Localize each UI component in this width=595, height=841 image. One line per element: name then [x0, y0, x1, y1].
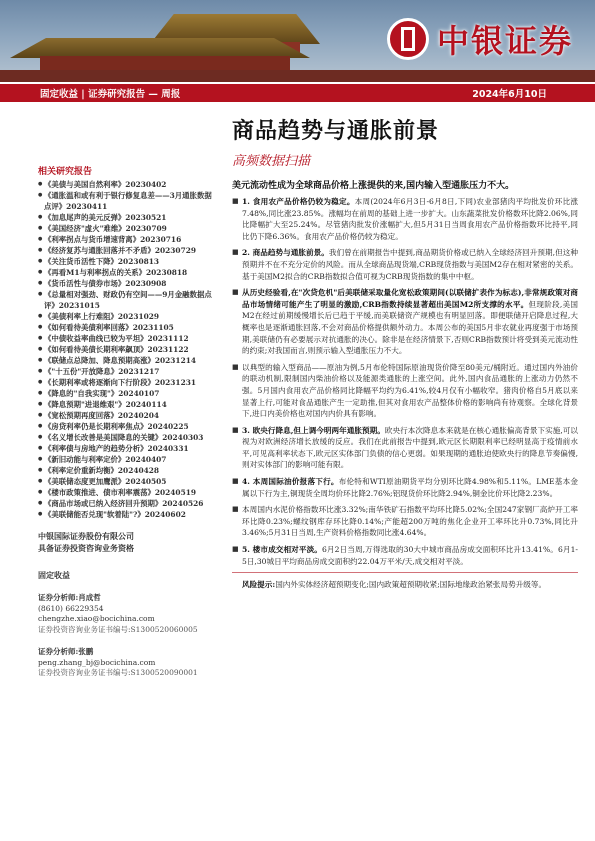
brand-logo [387, 16, 573, 62]
analyst-name: 证券分析师:肖成哲 [38, 593, 101, 602]
paragraph-lead: 从历史经验看,在"次贷危机"后美联储采取量化宽松政策期间(以联储扩表作为标志),非常规政策对商品市场情绪可能产生了明显的激励,CRB指数持续显著超出美国M2所支撑的水平。 [242, 288, 578, 309]
related-report-item[interactable]: ● 《如何看待美债长期利率飙顶》20231122 [38, 344, 218, 355]
sidebar [38, 164, 218, 679]
bullet-icon: ■ [232, 425, 239, 434]
body-paragraph [232, 544, 578, 567]
paragraph-text: 布伦特和WTI原油期货平均分别环比降4.98%和5.11%。LME基本金属以下行为主,铜现货全周均价环比降2.76%;铝现货价环比降2.94%,铜金比价环比降2.23%。 [242, 477, 578, 498]
bullet-icon: ■ [232, 288, 239, 297]
related-report-item[interactable]: ● 《降息的"自我实现"》20240107 [38, 388, 218, 399]
paragraph-text: 欧央行本次降息本来就是在核心通胀偏高背景下实施,可以视为对欧洲经济增长放缓的反应。我们在此前报告中提到,欧元区长期限利率已经明显高于疫情前水平,可见高利率状态下,欧元区实体部门负债的信心更弱。如果现期的通胀迫使欧央行的降息节奏偏慢,则对实体部门的影响可能有限。 [242, 425, 578, 470]
related-reports-list [38, 179, 218, 520]
related-report-item[interactable]: ● 《降息预期"进退维艰"》20240114 [38, 399, 218, 410]
analyst-card [38, 593, 218, 635]
related-report-item[interactable]: ● 《商品市场或已纳入经济回升预期》20240526 [38, 498, 218, 509]
related-report-item[interactable]: ● 《通胀温和或有利于银行修复息差——3月通胀数据点评》20230411 [38, 190, 218, 212]
palace-wall [0, 70, 595, 82]
risk-text: 国内外实体经济超预期变化;国内政策超预期收紧;国际地缘政治紧张局势升级等。 [275, 580, 547, 590]
section-label: 固定收益 [38, 570, 70, 580]
bullet-icon: ■ [232, 505, 239, 514]
analyst-card [38, 647, 218, 679]
analyst-email[interactable]: chengzhe.xiao@bocichina.com [38, 614, 155, 623]
brand-name: 中银证券 [436, 22, 573, 60]
related-report-item[interactable]: ● 《联储点总降加、降息预期高涨》20231214 [38, 355, 218, 366]
bullet-icon: ■ [232, 477, 239, 486]
risk-label: 风险提示: [242, 580, 276, 590]
related-report-item[interactable]: ● 《利率定价重新均衡》20240428 [38, 465, 218, 476]
related-report-item[interactable]: ● 《宽松预期再度回落》20240204 [38, 410, 218, 421]
related-report-item[interactable]: ● 《"十五份"开放降息》20231217 [38, 366, 218, 377]
lead-summary: 美元流动性成为全球商品价格上涨提供的来,国内输入型通胀压力不大。 [232, 181, 515, 191]
body-paragraph [232, 247, 578, 282]
analyst-license: 证券投资咨询业务证书编号:S1300520090001 [38, 668, 198, 677]
related-report-item[interactable]: ● 《总量相对强劲、财政仍有空间——9月金融数据点评》20231015 [38, 289, 218, 311]
paragraph-text: 本周(2024年6月3日-6月8日,下同)农业部猪肉平均批发价环比涨7.48%,同比涨23.85%。涨幅均在前周的基础上进一步扩大。山东蔬菜批发价格数环比降2.06%,同比降幅扩大至25.24%。尽管猪肉批发价涨幅扩大,但5月31日当周食用农产品价格指数环比持平,同比仍下降6.36%。食用农产品价格仍较为稳定。 [242, 197, 578, 241]
body-paragraph [232, 362, 578, 420]
body-paragraph [232, 287, 578, 357]
bullet-icon: ■ [232, 362, 239, 371]
related-report-item[interactable]: ● 《名义增长改善是美国降息的关键》20240303 [38, 432, 218, 443]
related-report-item[interactable]: ● 《利率债与房地产的趋势分析》20240331 [38, 443, 218, 454]
related-report-item[interactable]: ● 《经济复苏与通胀回落并不矛盾》20230729 [38, 245, 218, 256]
related-report-item[interactable]: ● 《房贷利率仍是长期利率焦点》20240225 [38, 421, 218, 432]
paragraph-lead: 5. 楼市成交相对平淡。 [242, 545, 322, 555]
org-name: 中银国际证券股份有限公司 [38, 531, 134, 541]
paragraph-text: 以典型的输入型商品——原油为例,5月布伦特国际原油现货价降至80美元/桶附近。通过国内外油价的联动机制,限制国内柴油价格以及能源类通胀的上涨空间。此外,国内食品通胀的上涨动力仍然不强。5月国内食用农产品价格同比降幅平均约为6.41%,较4月仅有小幅收窄。猪肉价格自5月底以来显著上行,可能对食品通胀产生一定助推,但其对食用农产品整体价格的影响尚有待观察。全球化背景下,进口内美价格也对国内内价具有影响。 [242, 362, 578, 419]
related-report-item[interactable]: ● 《楼市政策推进、债市利率震荡》20240519 [38, 487, 218, 498]
bullet-icon: ■ [232, 248, 239, 257]
related-report-item[interactable]: ● 《美联储能否兑现"软着陆"?》20240602 [38, 509, 218, 520]
paragraph-lead: 1. 食用农产品价格仍较为稳定。 [242, 197, 355, 206]
org-info [38, 530, 218, 554]
related-report-item[interactable]: ● 《美债与美国自然利率》20230402 [38, 179, 218, 190]
report-type-bar [0, 84, 595, 102]
bank-logo-icon [387, 18, 429, 60]
related-report-item[interactable]: ● 《新旧动能与利率定价》20240407 [38, 454, 218, 465]
paragraph-text: 6月2日当周,万得选取的30大中城市商品房成交面积环比升13.41%。6月1-5日,30城日平均商品房成交面积约22.04万平米/天,成交相对平淡。 [242, 545, 578, 566]
analyst-email[interactable]: peng.zhang_bj@bocichina.com [38, 657, 156, 667]
body-paragraph [232, 476, 578, 499]
related-report-item[interactable]: ● 《货币活性与债券市场》20230908 [38, 278, 218, 289]
related-reports-heading: 相关研究报告 [38, 167, 93, 177]
main-content [232, 196, 578, 591]
bullet-icon: ■ [232, 197, 239, 205]
paragraph-lead: 2. 商品趋势与通胀前景。 [242, 248, 329, 258]
related-report-item[interactable]: ● 《利率拐点与货币增速背离》20230716 [38, 234, 218, 245]
body-paragraph [232, 504, 578, 539]
body-paragraph [232, 425, 578, 471]
bullet-icon: ■ [232, 545, 239, 554]
related-report-item[interactable]: ● 《美国经济"虚火"难维》20230709 [38, 223, 218, 234]
header-banner [0, 0, 595, 82]
related-report-item[interactable]: ● 《中债收益率曲线已较为平坦》20231112 [38, 333, 218, 344]
divider [232, 572, 578, 573]
paragraph-text: 我们曾在前期报告中提到,商品期货价格或已纳入全球经济回升预期,但这种预期并不在不充分定价的风险。而从全球商品现货端,CRB现货指数与美国M2存在相对紧密的关系。基于美国M2拟合的CRB指数拟合值可视为CRB现货指数的集中中枢。 [242, 248, 578, 281]
report-category: 固定收益 | 证券研究报告 — 周报 [40, 89, 181, 100]
analyst-phone: (8610) 66229354 [38, 603, 104, 613]
related-report-item[interactable]: ● 《美债利率上行难阻》20231029 [38, 311, 218, 322]
related-report-item[interactable]: ● 《再看M1与利率拐点的关系》20230818 [38, 267, 218, 278]
related-report-item[interactable]: ● 《美联储态度更加鹰派》20240505 [38, 476, 218, 487]
body-paragraph [232, 196, 578, 242]
related-report-item[interactable]: ● 《加息尾声的美元反弹》20230521 [38, 212, 218, 223]
related-report-item[interactable]: ● 《长期利率或将逐渐向下行阶段》20231231 [38, 377, 218, 388]
analyst-license: 证券投资咨询业务证书编号:S1300520060005 [38, 624, 198, 634]
report-date: 2024年6月10日 [472, 89, 547, 100]
analyst-name: 证券分析师:张鹏 [38, 647, 94, 656]
risk-note [232, 579, 578, 591]
related-report-item[interactable]: ● 《关注货币活性下降》20230813 [38, 256, 218, 267]
paragraph-text: 本周国内水泥价格指数环比涨3.32%;南华铁矿石指数平均环比降5.02%;全国247家钢厂高炉开工率环比降0.23%;螺纹钢库存环比降0.14%;产能超200万吨的焦化企业开工率环比升0.73%,同比升3.46%;5月31日当周,生产资料价格指数同比涨4.64%。 [242, 505, 578, 538]
org-qualification: 具备证券投资咨询业务资格 [38, 543, 134, 553]
palace-roof [10, 38, 310, 58]
page-subtitle: 高频数据扫描 [232, 154, 311, 169]
page-title: 商品趋势与通胀前景 [232, 118, 440, 144]
paragraph-lead: 4. 本周国际油价报落下行。 [242, 477, 339, 487]
related-report-item[interactable]: ● 《如何看待美债利率回落》20231105 [38, 322, 218, 333]
paragraph-lead: 3. 欧央行降息,但上调今明两年通胀预期。 [242, 425, 385, 435]
paragraph-text: 但现阶段,美国M2在经过前期缓慢增长后已趋于平缓,而美联储资产规模也有明显回落。即便联储开启降息过程,大概率也是逐渐通胀回落,不会对商品价格提供额外动力。本周公布的美国5月非农就业再度强于市场预期,美联储仍有必要展示对抗通胀的决心。除非是在经济情景下,否则CRB指数预计将受到美元流动性的约束;对我国而言,则预示输入型通胀压力不大。 [242, 299, 578, 356]
